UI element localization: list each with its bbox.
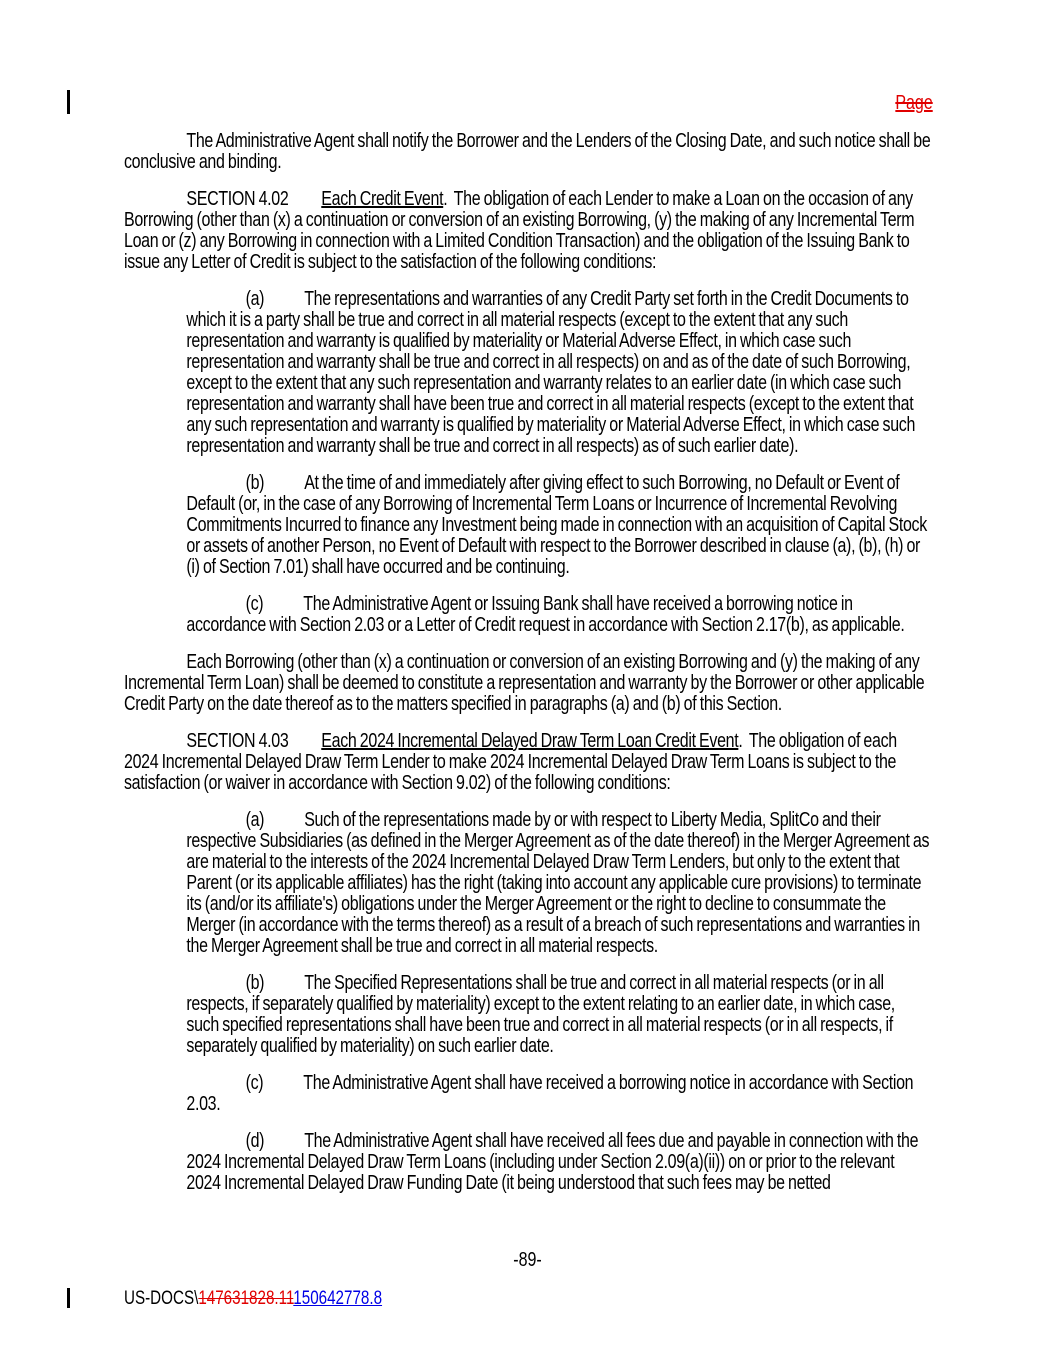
clause-text: At the time of and immediately after giving effect to such Borrowing, no Default or Event of Default (or, in the case of any Borrowing of Incremental Term Loans or Incurrence of Incremental Revolving Commitments Incurred to finance any Investment being made in connection with an acquisition of Capital Stock or assets of another Person, no Event of Default with respect to the Borrower described in clause (a), (b), (h) or (i) of Section 7.01) shall have occurred and be continuing.: [186, 472, 931, 578]
section-4-02-heading: Each Credit Event: [321, 188, 444, 210]
clause-marker: (c): [245, 1072, 264, 1094]
document-id-footer: [124, 1289, 382, 1309]
clause-4-02-b: [186, 473, 930, 578]
header-deleted-page-label: Page: [895, 92, 933, 114]
clause-text: The Administrative Agent shall have received all fees due and payable in connection with the 2024 Incremental Delayed Draw Term Loans (including under Section 2.09(a)(ii)) on or prior to the relevant 2024 Incremental Delayed Draw Funding Date (it being understood that such fees may be netted: [186, 1130, 922, 1194]
section-4-02-paragraph: [124, 189, 930, 273]
clause-marker: (a): [245, 809, 265, 831]
clause-text: The Specified Representations shall be true and correct in all material respects (or in all respects, if separately qualified by materiality) except to the extent relating to an earlier date, in which case, such specified representations shall have been true and correct in all material respects (or in all respects, if separately qualified by materiality) on such earlier date.: [186, 972, 899, 1057]
page-number: -89-: [513, 1249, 542, 1271]
clause-4-03-b: [186, 973, 930, 1057]
clause-marker: (a): [245, 288, 265, 310]
clause-text: The Administrative Agent or Issuing Bank shall have received a borrowing notice in accordance with Section 2.03 or a Letter of Credit request in accordance with Section 2.17(b), as applicable.: [186, 593, 905, 636]
clause-marker: (c): [245, 593, 264, 615]
paragraph-closing-date-notice: The Administrative Agent shall notify the Borrower and the Lenders of the Closing Date, and such notice shall be conclusive and binding.: [124, 130, 934, 173]
clause-marker: (b): [245, 972, 265, 994]
clause-4-03-a: [186, 809, 933, 957]
clause-text: The representations and warranties of any Credit Party set forth in the Credit Documents to which it is a party shall be true and correct in all material respects (except to the extent that any such representation and warranty is qualified by materiality or Material Adverse Effect, in which case such representation and warranty shall be true and correct in all respects) on and as of the date of such Borrowing, except to the extent that any such representation and warranty relates to an earlier date (in which case such representation and warranty shall have been true and correct in all material respects (except to the extent that any such representation and warranty is qualified by materiality or Material Adverse Effect, in which case such representation and warranty shall be true and correct in all respects) as of such earlier date).: [186, 288, 919, 457]
section-4-03-intro-text: . The obligation of each 2024 Incremental Delayed Draw Term Lender to make 2024 Incremental Delayed Draw Term Loans is subject to the satisfaction (or waiver in accordance with Section 9.02) of the following conditions:: [124, 730, 901, 794]
doc-id-prefix: US-DOCS\: [124, 1288, 199, 1309]
clause-4-02-c: [186, 594, 930, 636]
section-4-03-paragraph: [124, 731, 930, 794]
document-body: [124, 130, 934, 1210]
clause-marker: (d): [245, 1130, 265, 1152]
change-bar-top: [67, 90, 70, 114]
change-bar-bottom: [67, 1288, 70, 1308]
clause-marker: (b): [245, 472, 265, 494]
clause-4-03-d: [186, 1131, 930, 1194]
clause-4-03-c: [186, 1073, 930, 1115]
paragraph-4-02-closing: Each Borrowing (other than (x) a continuation or conversion of an existing Borrowing and (y) the making of any Incremental Term Loan) shall be deemed to constitute a representation and warranty by the Borrower or other applicable Credit Party on the date thereof as to the matters specified in paragraphs (a) and (b) of this Section.: [124, 651, 928, 715]
clause-text: The Administrative Agent shall have received a borrowing notice in accordance with Section 2.03.: [186, 1072, 917, 1115]
clause-text: Such of the representations made by or with respect to Liberty Media, SplitCo and their respective Subsidiaries (as defined in the Merger Agreement as of the date thereof) in the Merger Agreement as are material to the interests of the 2024 Incremental Delayed Draw Term Lenders, but only to the extent that Parent (or its applicable affiliates) has the right (taking into account any applicable cure provisions) to terminate its (and/or its affiliate's) obligations under the Merger Agreement or the right to decline to consummate the Merger (in accordance with the terms thereof) as a result of a breach of such representations and warranties in the Merger Agreement shall be true and correct in all material respects.: [186, 809, 933, 957]
section-4-03-label: SECTION 4.03: [186, 730, 289, 752]
doc-id-inserted: 150642778.8: [293, 1288, 383, 1309]
clause-4-02-a: [186, 289, 930, 457]
doc-id-deleted: 147631828.11: [198, 1288, 294, 1309]
section-4-02-label: SECTION 4.02: [186, 188, 289, 210]
section-4-02-intro-text: . The obligation of each Lender to make a Loan on the occasion of any Borrowing (other than (x) a continuation or conversion of an existing Borrowing, (y) the making of any Incremental Term Loan or (z) any Borrowing in connection with a Limited Condition Transaction) and the obligation of the Issuing Bank to issue any Letter of Credit is subject to the satisfaction of the following conditions:: [124, 188, 918, 273]
section-4-03-heading: Each 2024 Incremental Delayed Draw Term Loan Credit Event: [321, 730, 739, 752]
